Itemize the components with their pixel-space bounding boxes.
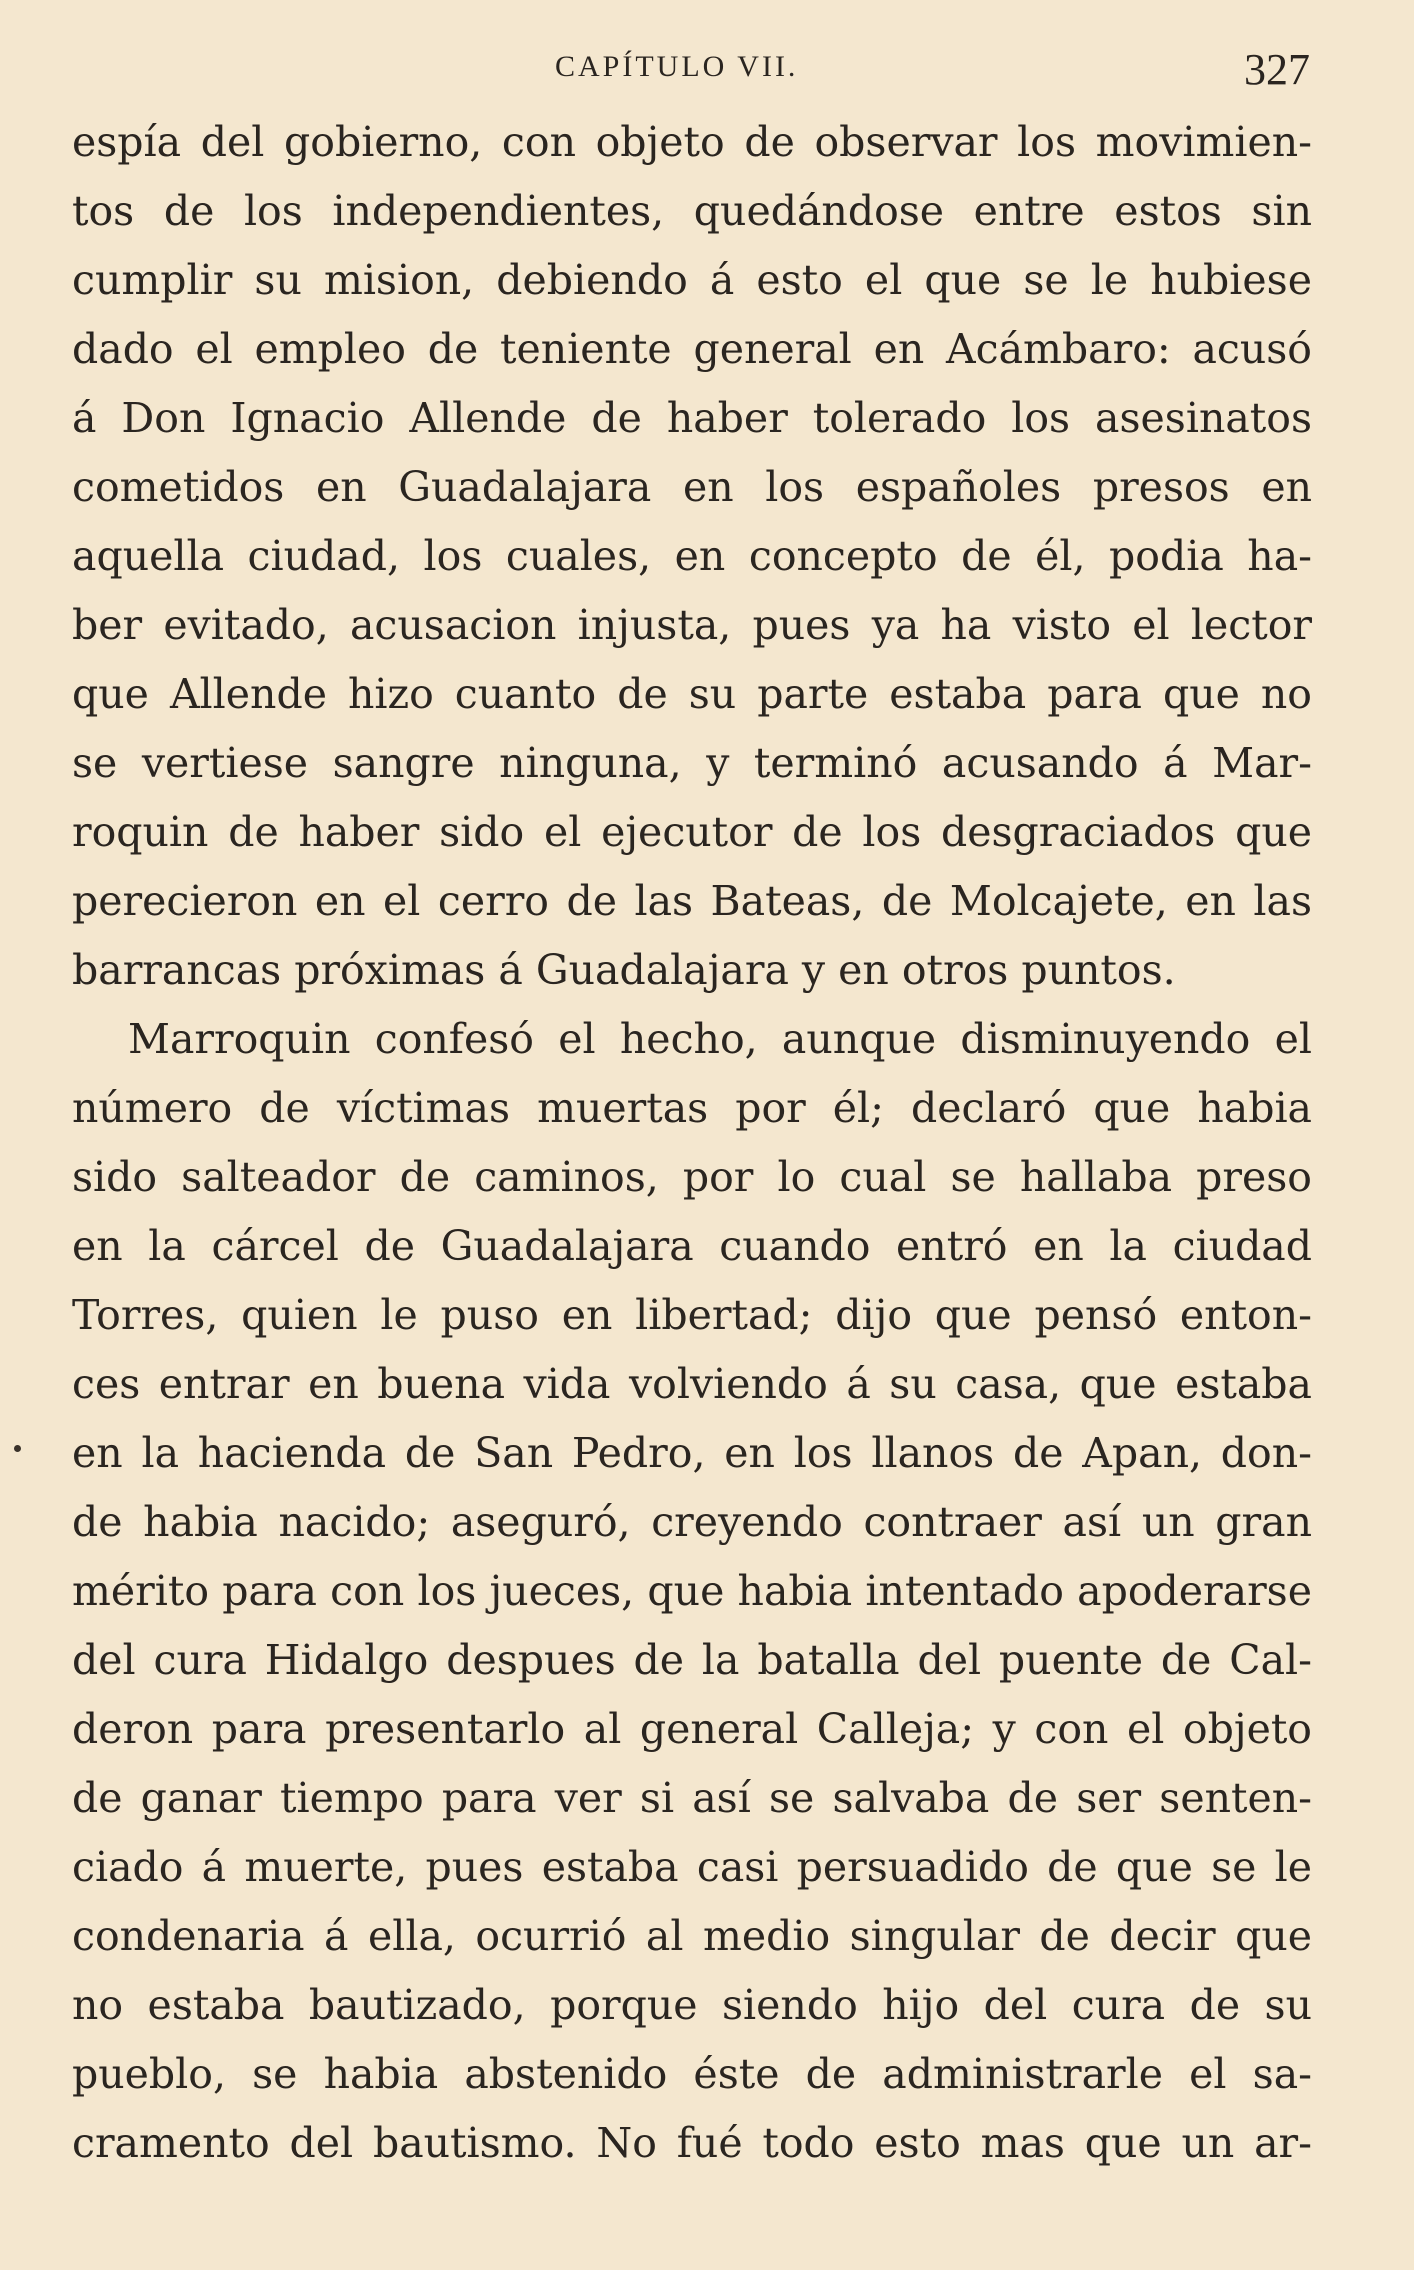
text-line: roquin de haber sido el ejecutor de los desgraciados que — [72, 808, 1312, 856]
paragraph — [72, 108, 1312, 1005]
text-line: número de víctimas muertas por él; declaró que habia — [72, 1084, 1312, 1132]
text-line: ciado á muerte, pues estaba casi persuadido de que se le — [72, 1843, 1312, 1891]
text-line: en la cárcel de Guadalajara cuando entró en la ciudad — [72, 1222, 1312, 1270]
margin-speck — [14, 1445, 21, 1452]
text-line: dado el empleo de teniente general en Acámbaro: acusó — [72, 325, 1312, 373]
text-line: cumplir su mision, debiendo á esto el que se le hubiese — [72, 256, 1312, 304]
text-line: perecieron en el cerro de las Bateas, de Molcajete, en las — [72, 877, 1312, 925]
text-line: ces entrar en buena vida volviendo á su casa, que estaba — [72, 1360, 1312, 1408]
paragraph — [72, 1005, 1312, 2178]
text-line: Torres, quien le puso en libertad; dijo que pensó enton- — [72, 1291, 1312, 1339]
text-line: barrancas próximas á Guadalajara y en otros puntos. — [72, 946, 1176, 994]
body-text — [72, 108, 1312, 2178]
text-line: en la hacienda de San Pedro, en los llanos de Apan, don- — [72, 1429, 1312, 1477]
text-line: Marroquin confesó el hecho, aunque disminuyendo el — [128, 1015, 1312, 1063]
text-line: espía del gobierno, con objeto de observar los movimien- — [72, 118, 1312, 166]
text-line: cometidos en Guadalajara en los españoles presos en — [72, 463, 1312, 511]
text-line: no estaba bautizado, porque siendo hijo del cura de su — [72, 1981, 1312, 2029]
text-line: tos de los independientes, quedándose entre estos sin — [72, 187, 1312, 235]
text-line: que Allende hizo cuanto de su parte estaba para que no — [72, 670, 1312, 718]
text-line: á Don Ignacio Allende de haber tolerado los asesinatos — [72, 394, 1312, 442]
text-line: mérito para con los jueces, que habia intentado apoderarse — [72, 1567, 1312, 1615]
running-head — [0, 44, 1414, 104]
text-line: aquella ciudad, los cuales, en concepto de él, podia ha- — [72, 532, 1312, 580]
text-line: cramento del bautismo. No fué todo esto mas que un ar- — [72, 2119, 1312, 2167]
page-number: 327 — [1244, 45, 1310, 94]
text-line: del cura Hidalgo despues de la batalla del puente de Cal- — [72, 1636, 1312, 1684]
text-line: se vertiese sangre ninguna, y terminó acusando á Mar- — [72, 739, 1312, 787]
text-line: de ganar tiempo para ver si así se salvaba de ser senten- — [72, 1774, 1312, 1822]
chapter-title: CAPÍTULO VII. — [555, 50, 799, 83]
text-line: condenaria á ella, ocurrió al medio singular de decir que — [72, 1912, 1312, 1960]
text-line: sido salteador de caminos, por lo cual se hallaba preso — [72, 1153, 1312, 1201]
text-line: ber evitado, acusacion injusta, pues ya ha visto el lector — [72, 601, 1312, 649]
text-line: deron para presentarlo al general Calleja; y con el objeto — [72, 1705, 1312, 1753]
text-line: pueblo, se habia abstenido éste de administrarle el sa- — [72, 2050, 1312, 2098]
text-line: de habia nacido; aseguró, creyendo contraer así un gran — [72, 1498, 1312, 1546]
